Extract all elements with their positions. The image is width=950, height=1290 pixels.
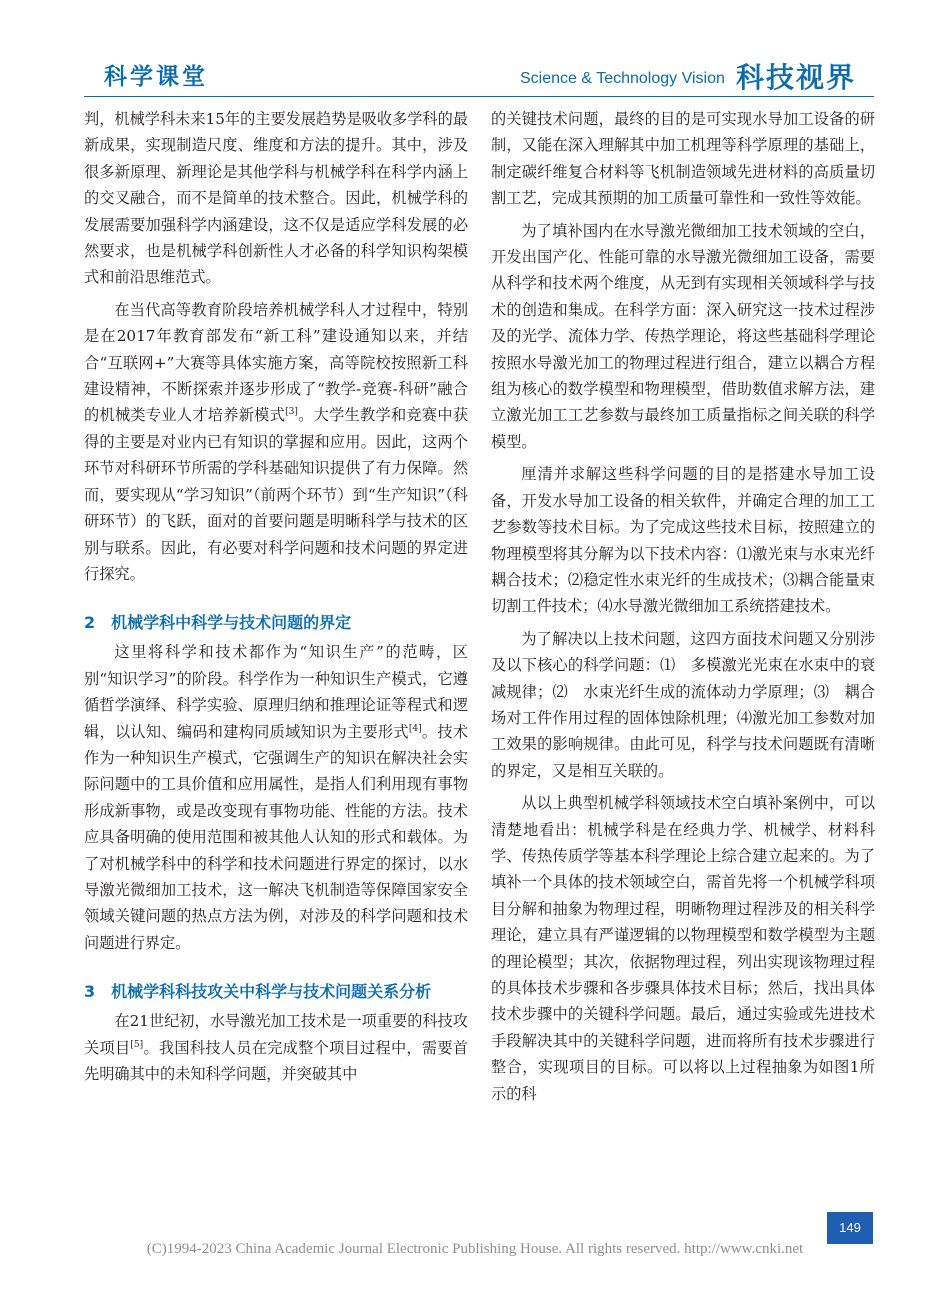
paragraph: 的关键技术问题，最终的目的是可实现水导加工设备的研制，又能在深入理解其中加工机理等科学原理的基础上，制定碳纤维复合材料等飞机制造领域先进材料的高质量切割工艺，完成其预期的加工质量可靠性和一致性等效能。 xyxy=(491,110,875,208)
paragraph: 判，机械学科未来15年的主要发展趋势是吸收多学科的最新成果，实现制造尺度、维度和方法的提升。其中，涉及很多新原理、新理论是其他学科与机械学科在科学内涵上的交叉融合，而不是简单的技术整合。因此，机械学科的发展需要加强科学内涵建设，这不仅是适应学科发展的必然要求，也是机械学科创新性人才必备的科学知识构架模式和前沿思维范式。 xyxy=(84,110,468,287)
page-number: 149 xyxy=(827,1212,873,1244)
citation-ref: [4] xyxy=(408,723,422,734)
copyright-notice: (C)1994-2023 China Academic Journal Electronic Publishing House. All rights reserved. http://www.cnki.net xyxy=(146,1241,804,1257)
paragraph-text: 在当代高等教育阶段培养机械学科人才过程中，特别是在2017年教育部发布“新工科”建设通知以来，并结合“互联网+”大赛等具体实施方案，高等院校按照新工科建设精神，不断探索并逐步形成了“教学-竞赛-科研”融合的机械类专业人才培养新模式 xyxy=(84,300,468,425)
paragraph-text: 。大学生教学和竞赛中获得的主要是对业内已有知识的掌握和应用。因此，这两个环节对科研环节所需的学科基础知识提供了有力保障。然而，要实现从“学习知识”（前两个环节）到“生产知识”（科研环节）的飞跃，面对的首要问题是明晰科学与技术的区别与联系。因此，有必要对科学问题和技术问题的界定进行探究。 xyxy=(84,406,468,583)
right-column xyxy=(491,106,875,1113)
journal-name-chinese: 科技视界 xyxy=(736,61,857,94)
paragraph-text: 在21世纪初，水导激光加工技术是一项重要的科技攻关项目 xyxy=(84,1012,468,1057)
journal-section-title: 科学课堂 xyxy=(104,64,208,90)
section-heading: 2 机械学科中科学与技术问题的界定 xyxy=(84,613,352,633)
left-column xyxy=(84,106,468,1093)
paragraph xyxy=(84,297,468,587)
paragraph-text: 。技术作为一种知识生产模式，它强调生产的知识在解决社会实际问题中的工具价值和应用属性，是指人们利用现有事物形成新事物，或是改变现有事物功能、性能的方法。技术应具备明确的使用范围和被其他人认知的形式和载体。为了对机械学科中的科学和技术问题进行界定的探讨，以水导激光微细加工技术，这一解决飞机制造等保障国家安全领域关键问题的热点方法为例，对涉及的科学问题和技术问题进行界定。 xyxy=(84,722,468,952)
paragraph: 厘清并求解这些科学问题的目的是搭建水导加工设备，开发水导加工设备的相关软件，并确定合理的加工工艺参数等技术目标。为了完成这些技术目标，按照建立的物理模型将其分解为以下技术内容：⑴激光束与水束光纤耦合技术；⑵稳定性水束光纤的生成技术；⑶耦合能量束切割工件技术；⑷水导激光微细加工系统搭建技术。 xyxy=(491,465,875,616)
citation-ref: [5] xyxy=(130,1039,144,1050)
paragraph: 从以上典型机械学科领域技术空白填补案例中，可以清楚地看出：机械学科是在经典力学、机械学、材料科学、传热传质学等基本科学理论上综合建立起来的。为了填补一个具体的技术领域空白，需首先将一个机械学科项目分解和抽象为物理过程，明晰物理过程涉及的相关科学理论，建立具有严谨逻辑的以物理模型和数学模型为主题的理论模型；其次，依据物理过程，列出实现该物理过程的具体技术步骤和各步骤具体技术目标；然后，找出具体技术步骤中的关键科学问题。最后，通过实验或先进技术手段解决其中的关键科学问题，进而将所有技术步骤进行整合，实现项目的目标。可以将以上过程抽象为如图1所示的科 xyxy=(491,794,875,1103)
paragraph-text: 这里将科学和技术都作为“知识生产”的范畴，区别“知识学习”的阶段。科学作为一种知识生产模式，它遵循哲学演绎、科学实验、原理归纳和推理论证等程式和逻辑，以认知、编码和建构同质域知识为主要形式 xyxy=(84,643,468,741)
header-divider xyxy=(84,96,874,97)
paragraph: 为了解决以上技术问题，这四方面技术问题又分别涉及以下核心的科学问题：⑴ 多模激光光束在水束中的衰减规律；⑵ 水束光纤生成的流体动力学原理；⑶ 耦合场对工件作用过程的固体蚀除机理；⑷激光加工参数对加工效果的影响规律。由此可见，科学与技术问题既有清晰的界定，又是相互关联的。 xyxy=(491,629,875,780)
paragraph: 为了填补国内在水导激光微细加工技术领域的空白，开发出国产化、性能可靠的水导激光微细加工设备，需要从科学和技术两个维度，从无到有实现相关领域科学与技术的创造和集成。在科学方面：深入研究这一技术过程涉及的光学、流体力学、传热学理论，将这些基础科学理论按照水导激光加工的物理过程进行组合，建立以耦合方程组为核心的数学模型和物理模型，借助数值求解方法，建立激光加工工艺参数与最终加工质量指标之间关联的科学模型。 xyxy=(491,221,875,451)
journal-name-english: Science & Technology Vision xyxy=(520,70,725,87)
paragraph-text: 。我国科技人员在完成整个项目过程中，需要首先明确其中的未知科学问题，并突破其中 xyxy=(84,1038,468,1083)
citation-ref: [3] xyxy=(285,407,298,418)
paragraph xyxy=(84,1008,468,1087)
section-heading: 3 机械学科科技攻关中科学与技术问题关系分析 xyxy=(84,982,432,1002)
paragraph xyxy=(84,639,468,956)
